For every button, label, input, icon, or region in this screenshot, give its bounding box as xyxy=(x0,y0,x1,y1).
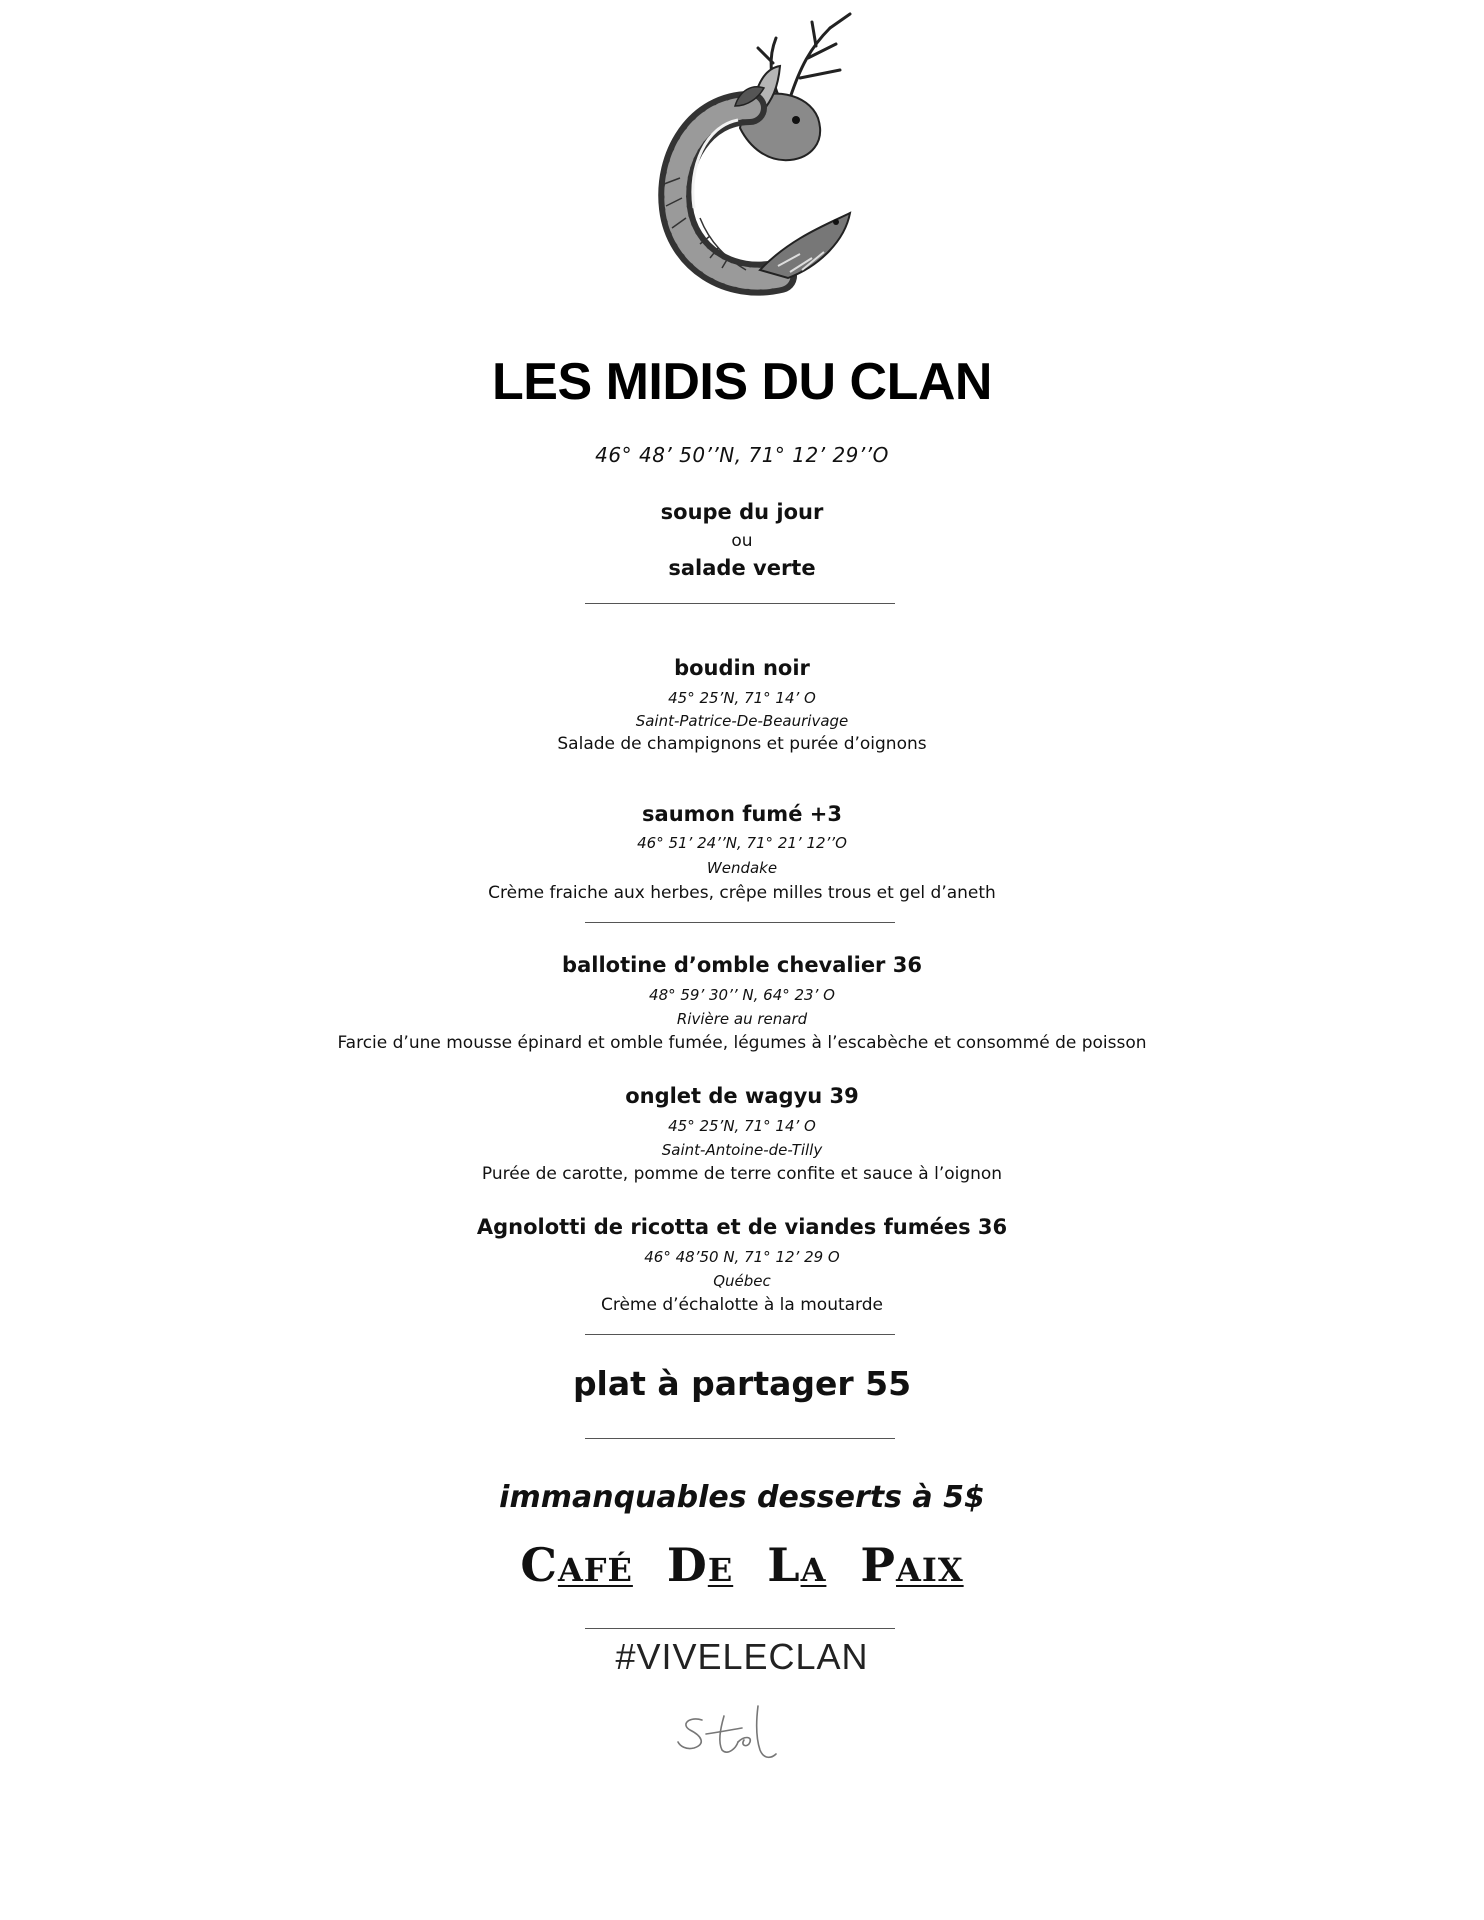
signature-image xyxy=(672,1698,792,1768)
dish-name: boudin noir xyxy=(674,656,810,680)
clan-c-logo-icon xyxy=(640,8,864,298)
dish-description: Farcie d’une mousse épinard et omble fumée, légumes à l’escabèche et consommé de poisson xyxy=(337,1033,1147,1053)
divider xyxy=(585,1334,895,1335)
dish-name: onglet de wagyu 39 xyxy=(625,1084,859,1108)
starter-separator: ou xyxy=(731,531,753,551)
starter-salad: salade verte xyxy=(668,556,816,580)
hashtag: #VIVELECLAN xyxy=(615,1636,869,1677)
dish-name: ballotine d’omble chevalier 36 xyxy=(562,953,922,977)
dish-origin: Wendake xyxy=(706,859,778,877)
divider xyxy=(585,1438,895,1439)
dish-coordinates: 45° 25’N, 71° 14’ O xyxy=(668,1117,816,1135)
sharing-plate: plat à partager 55 xyxy=(572,1364,912,1403)
desserts-heading: immanquables desserts à 5$ xyxy=(499,1480,985,1515)
dish-coordinates: 46° 48’50 N, 71° 12’ 29 O xyxy=(644,1248,840,1266)
divider xyxy=(585,922,895,923)
dish-name: Agnolotti de ricotta et de viandes fumées 36 xyxy=(476,1215,1008,1239)
restaurant-coordinates: 46° 48’ 50’’N, 71° 12’ 29’’O xyxy=(595,443,889,467)
dish-origin: Québec xyxy=(713,1272,771,1290)
divider xyxy=(585,1628,895,1629)
dish-origin: Saint-Antoine-de-Tilly xyxy=(661,1141,823,1159)
dish-origin: Saint-Patrice-De-Beaurivage xyxy=(635,712,849,730)
dish-coordinates: 48° 59’ 30’’ N, 64° 23’ O xyxy=(649,986,835,1004)
dish-description: Crème fraiche aux herbes, crêpe milles trous et gel d’aneth xyxy=(488,883,996,903)
page-title: LES MIDIS DU CLAN xyxy=(492,353,992,411)
dish-description: Salade de champignons et purée d’oignons xyxy=(557,734,927,754)
starter-soup: soupe du jour xyxy=(660,500,824,524)
dish-name: saumon fumé +3 xyxy=(642,802,842,826)
dish-description: Crème d’échalotte à la moutarde xyxy=(600,1295,883,1315)
dish-coordinates: 46° 51’ 24’’N, 71° 21’ 12’’O xyxy=(637,834,847,852)
cafe-de-la-paix-logo: CAFÉ DE LA PAIX xyxy=(520,1538,964,1592)
divider xyxy=(585,603,895,604)
dish-description: Purée de carotte, pomme de terre confite et sauce à l’oignon xyxy=(481,1164,1003,1184)
dish-origin: Rivière au renard xyxy=(676,1010,808,1028)
dish-coordinates: 45° 25’N, 71° 14’ O xyxy=(668,689,816,707)
